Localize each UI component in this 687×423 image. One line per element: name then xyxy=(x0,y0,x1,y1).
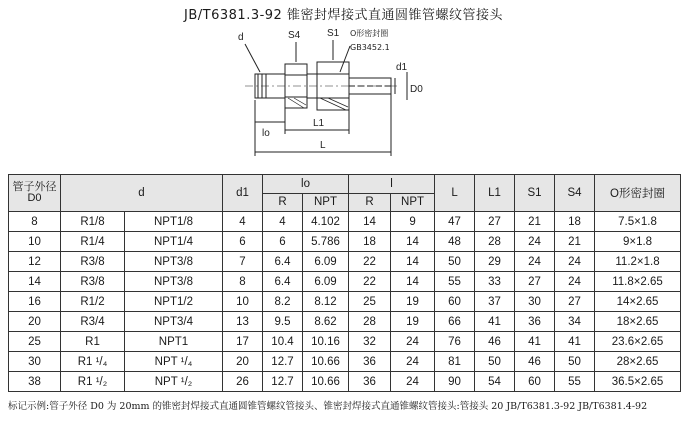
cell-l: 60 xyxy=(435,292,475,312)
cell-l-r: 22 xyxy=(349,272,391,292)
cell-s1: 24 xyxy=(515,252,555,272)
cell-l1: 54 xyxy=(475,372,515,392)
cell-oring: 23.6×2.65 xyxy=(595,332,681,352)
header-l1: L1 xyxy=(475,175,515,212)
cell-lo-r: 8.2 xyxy=(263,292,303,312)
cell-l-npt: 24 xyxy=(391,332,435,352)
cell-l-npt: 14 xyxy=(391,252,435,272)
label-d0: D0 xyxy=(410,84,423,95)
cell-l1: 41 xyxy=(475,312,515,332)
table-row xyxy=(9,332,681,352)
cell-npt: NPT1/4 xyxy=(125,232,223,252)
cell-d0: 8 xyxy=(9,212,61,232)
cell-l1: 28 xyxy=(475,232,515,252)
cell-npt: NPT1/2 xyxy=(125,292,223,312)
header-d: d xyxy=(61,175,223,212)
cell-npt: NPT ¹/₂ xyxy=(125,372,223,392)
cell-s4: 18 xyxy=(555,212,595,232)
cell-l-npt: 24 xyxy=(391,372,435,392)
cell-d0: 16 xyxy=(9,292,61,312)
table-row xyxy=(9,252,681,272)
cell-lo-npt: 10.66 xyxy=(303,372,349,392)
cell-lo-r: 4 xyxy=(263,212,303,232)
header-s4: S4 xyxy=(555,175,595,212)
cell-lo-npt: 6.09 xyxy=(303,252,349,272)
cell-d0: 12 xyxy=(9,252,61,272)
label-gb: GB3452.1 xyxy=(350,43,390,52)
label-s4: S4 xyxy=(288,30,301,41)
cell-d1: 8 xyxy=(223,272,263,292)
cell-d0: 25 xyxy=(9,332,61,352)
cell-npt: NPT3/8 xyxy=(125,272,223,292)
spec-table-body xyxy=(9,212,681,392)
cell-l-npt: 9 xyxy=(391,212,435,232)
cell-l-r: 22 xyxy=(349,252,391,272)
cell-lo-r: 6.4 xyxy=(263,272,303,292)
cell-oring: 28×2.65 xyxy=(595,352,681,372)
cell-d1: 20 xyxy=(223,352,263,372)
cell-r: R3/4 xyxy=(61,312,125,332)
spec-table xyxy=(8,174,681,392)
cell-s1: 27 xyxy=(515,272,555,292)
cell-lo-npt: 8.62 xyxy=(303,312,349,332)
cell-oring: 7.5×1.8 xyxy=(595,212,681,232)
cell-lo-r: 9.5 xyxy=(263,312,303,332)
cell-d1: 10 xyxy=(223,292,263,312)
label-lo: lo xyxy=(262,128,270,139)
table-row xyxy=(9,352,681,372)
cell-r: R3/8 xyxy=(61,252,125,272)
cell-d0: 30 xyxy=(9,352,61,372)
cell-l-r: 32 xyxy=(349,332,391,352)
label-d: d xyxy=(238,32,244,43)
cell-lo-r: 10.4 xyxy=(263,332,303,352)
cell-s4: 41 xyxy=(555,332,595,352)
cell-r: R1 ¹/₄ xyxy=(61,352,125,372)
cell-r: R1/2 xyxy=(61,292,125,312)
cell-r: R1 xyxy=(61,332,125,352)
cell-r: R1 ¹/₂ xyxy=(61,372,125,392)
cell-lo-npt: 10.66 xyxy=(303,352,349,372)
marking-example: 标记示例:管子外径 D0 为 20mm 的锥密封焊接式直通圆锥管螺纹管接头、锥密封焊接式直通锥螺纹管接头:管接头 20 JB/T6381.3-92 JB/T6381.4-92 xyxy=(8,401,648,412)
table-row xyxy=(9,272,681,292)
label-l: L xyxy=(320,140,326,151)
cell-r: R1/4 xyxy=(61,232,125,252)
cell-s1: 36 xyxy=(515,312,555,332)
cell-s1: 21 xyxy=(515,212,555,232)
cell-lo-r: 6.4 xyxy=(263,252,303,272)
table-row xyxy=(9,372,681,392)
cell-d1: 7 xyxy=(223,252,263,272)
cell-lo-r: 6 xyxy=(263,232,303,252)
fitting-drawing xyxy=(200,22,500,172)
cell-l-r: 28 xyxy=(349,312,391,332)
cell-oring: 14×2.65 xyxy=(595,292,681,312)
cell-l1: 37 xyxy=(475,292,515,312)
cell-l: 48 xyxy=(435,232,475,252)
cell-l-npt: 19 xyxy=(391,292,435,312)
label-d1: d1 xyxy=(396,62,408,73)
cell-s4: 34 xyxy=(555,312,595,332)
cell-l-npt: 24 xyxy=(391,352,435,372)
cell-l1: 29 xyxy=(475,252,515,272)
cell-l-npt: 14 xyxy=(391,272,435,292)
cell-oring: 36.5×2.65 xyxy=(595,372,681,392)
cell-l-npt: 19 xyxy=(391,312,435,332)
cell-l1: 33 xyxy=(475,272,515,292)
cell-s4: 50 xyxy=(555,352,595,372)
table-row xyxy=(9,232,681,252)
cell-l-r: 25 xyxy=(349,292,391,312)
cell-s4: 21 xyxy=(555,232,595,252)
table-row xyxy=(9,312,681,332)
cell-lo-npt: 8.12 xyxy=(303,292,349,312)
cell-l-r: 36 xyxy=(349,352,391,372)
cell-d1: 6 xyxy=(223,232,263,252)
cell-lo-npt: 5.786 xyxy=(303,232,349,252)
cell-s1: 60 xyxy=(515,372,555,392)
header-l-r: R xyxy=(349,193,391,212)
cell-s4: 55 xyxy=(555,372,595,392)
cell-s4: 27 xyxy=(555,292,595,312)
cell-l1: 50 xyxy=(475,352,515,372)
cell-l: 90 xyxy=(435,372,475,392)
table-row xyxy=(9,212,681,232)
cell-l-r: 18 xyxy=(349,232,391,252)
cell-d0: 14 xyxy=(9,272,61,292)
cell-s4: 24 xyxy=(555,272,595,292)
header-lo: lo xyxy=(263,175,349,194)
cell-l-r: 36 xyxy=(349,372,391,392)
cell-npt: NPT1 xyxy=(125,332,223,352)
cell-l: 66 xyxy=(435,312,475,332)
cell-oring: 18×2.65 xyxy=(595,312,681,332)
header-l: L xyxy=(435,175,475,212)
cell-oring: 11.8×2.65 xyxy=(595,272,681,292)
cell-l1: 46 xyxy=(475,332,515,352)
cell-d1: 13 xyxy=(223,312,263,332)
cell-npt: NPT1/8 xyxy=(125,212,223,232)
cell-npt: NPT3/8 xyxy=(125,252,223,272)
cell-s4: 24 xyxy=(555,252,595,272)
header-d1: d1 xyxy=(223,175,263,212)
cell-d1: 17 xyxy=(223,332,263,352)
label-l1: L1 xyxy=(313,118,325,129)
cell-l: 47 xyxy=(435,212,475,232)
cell-oring: 11.2×1.8 xyxy=(595,252,681,272)
cell-l: 81 xyxy=(435,352,475,372)
cell-oring: 9×1.8 xyxy=(595,232,681,252)
table-row xyxy=(9,292,681,312)
label-oring: O形密封圈 xyxy=(350,29,389,38)
cell-s1: 46 xyxy=(515,352,555,372)
cell-lo-r: 12.7 xyxy=(263,352,303,372)
cell-npt: NPT ¹/₄ xyxy=(125,352,223,372)
cell-lo-r: 12.7 xyxy=(263,372,303,392)
cell-l-r: 14 xyxy=(349,212,391,232)
header-lo-r: R xyxy=(263,193,303,212)
cell-lo-npt: 4.102 xyxy=(303,212,349,232)
header-l-small: l xyxy=(349,175,435,194)
cell-d0: 10 xyxy=(9,232,61,252)
cell-l1: 27 xyxy=(475,212,515,232)
cell-s1: 41 xyxy=(515,332,555,352)
cell-d0: 38 xyxy=(9,372,61,392)
cell-d0: 20 xyxy=(9,312,61,332)
page-title: JB/T6381.3-92 锥密封焊接式直通圆锥管螺纹管接头 xyxy=(184,8,503,23)
header-l-npt: NPT xyxy=(391,193,435,212)
cell-r: R1/8 xyxy=(61,212,125,232)
cell-l: 50 xyxy=(435,252,475,272)
label-s1: S1 xyxy=(327,28,340,39)
header-d0: 管子外径D0 xyxy=(9,175,61,212)
cell-d1: 4 xyxy=(223,212,263,232)
header-lo-npt: NPT xyxy=(303,193,349,212)
header-s1: S1 xyxy=(515,175,555,212)
cell-l: 55 xyxy=(435,272,475,292)
cell-s1: 24 xyxy=(515,232,555,252)
cell-l: 76 xyxy=(435,332,475,352)
cell-lo-npt: 6.09 xyxy=(303,272,349,292)
header-oring: O形密封圈 xyxy=(595,175,681,212)
cell-l-npt: 14 xyxy=(391,232,435,252)
cell-npt: NPT3/4 xyxy=(125,312,223,332)
cell-r: R3/8 xyxy=(61,272,125,292)
cell-d1: 26 xyxy=(223,372,263,392)
cell-s1: 30 xyxy=(515,292,555,312)
cell-lo-npt: 10.16 xyxy=(303,332,349,352)
